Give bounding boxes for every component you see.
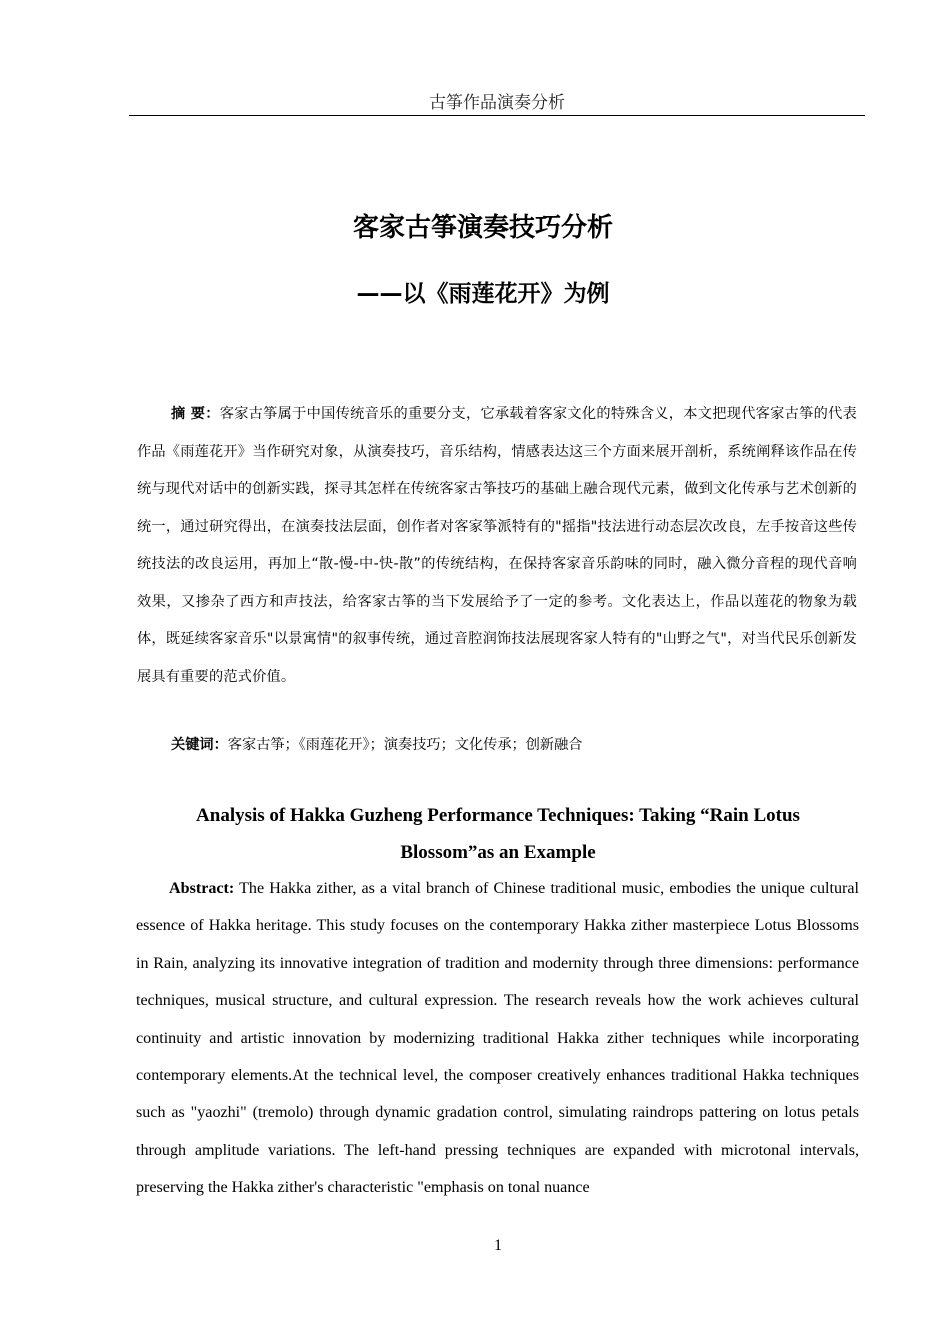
header-divider [129, 115, 865, 116]
document-title: 客家古筝演奏技巧分析 [352, 213, 613, 243]
chinese-abstract-text: 客家古筝属于中国传统音乐的重要分支，它承载着客家文化的特殊含义，本文把现代客家古筝的代表作品《雨莲花开》当作研究对象，从演奏技巧，音乐结构，情感表达这三个方面来展开剖析，系统阐释该作品在传统与现代对话中的创新实践，探寻其怎样在传统客家古筝技巧的基础上融合现代元素，做到文化传承与艺术创新的统一，通过研究得出，在演奏技法层面，创作者对客家筝派特有的"摇指"技法进行动态层次改良，左手按音这些传统技法的改良运用，再加上“散-慢-中-快-散”的传统结构，在保持客家音乐韵味的同时，融入微分音程的现代音响效果，又掺杂了西方和声技法，给客家古筝的当下发展给予了一定的参考。文化表达上，作品以莲花的物象为载体，既延续客家音乐"以景寓情"的叙事传统，通过音腔润饰技法展现客家人特有的"山野之气"，对当代民乐创新发展具有重要的范式价值。 [137, 406, 857, 685]
english-title: Analysis of Hakka Guzheng Performance Techniques: Taking “Rain Lotus Blossom”as an Example [196, 805, 800, 863]
english-abstract [136, 870, 859, 1207]
english-abstract-text: The Hakka zither, as a vital branch of Chinese traditional music, embodies the unique cultural essence of Hakka heritage. This study focuses on the contemporary Hakka zither masterpiece Lotus Blossoms in Rain, analyzing its innovative integration of tradition and modernity through three dimensions: performance techniques, musical structure, and cultural expression. The research reveals how the work achieves cultural continuity and artistic innovation by modernizing traditional Hakka zither techniques while incorporating contemporary elements.At the technical level, the composer creatively enhances traditional Hakka techniques such as "yaozhi" (tremolo) through dynamic gradation control, simulating raindrops pattering on lotus petals through amplitude variations. The left-hand pressing techniques are expanded with microtonal intervals, preserving the Hakka zither's characteristic "emphasis on tonal nuance [136, 880, 859, 1197]
chinese-abstract [137, 396, 857, 696]
chinese-keywords [137, 731, 857, 759]
page-number: 1 [494, 1237, 502, 1254]
chinese-keywords-label: 关键词： [171, 737, 228, 753]
chinese-keywords-text: 客家古筝；《雨莲花开》；演奏技巧；文化传承；创新融合 [227, 737, 583, 753]
running-header: 古筝作品演奏分析 [429, 93, 565, 113]
document-subtitle: ——以《雨莲花开》为例 [356, 281, 610, 307]
english-abstract-label: Abstract: [169, 880, 235, 897]
chinese-abstract-label: 摘 要： [171, 406, 220, 422]
